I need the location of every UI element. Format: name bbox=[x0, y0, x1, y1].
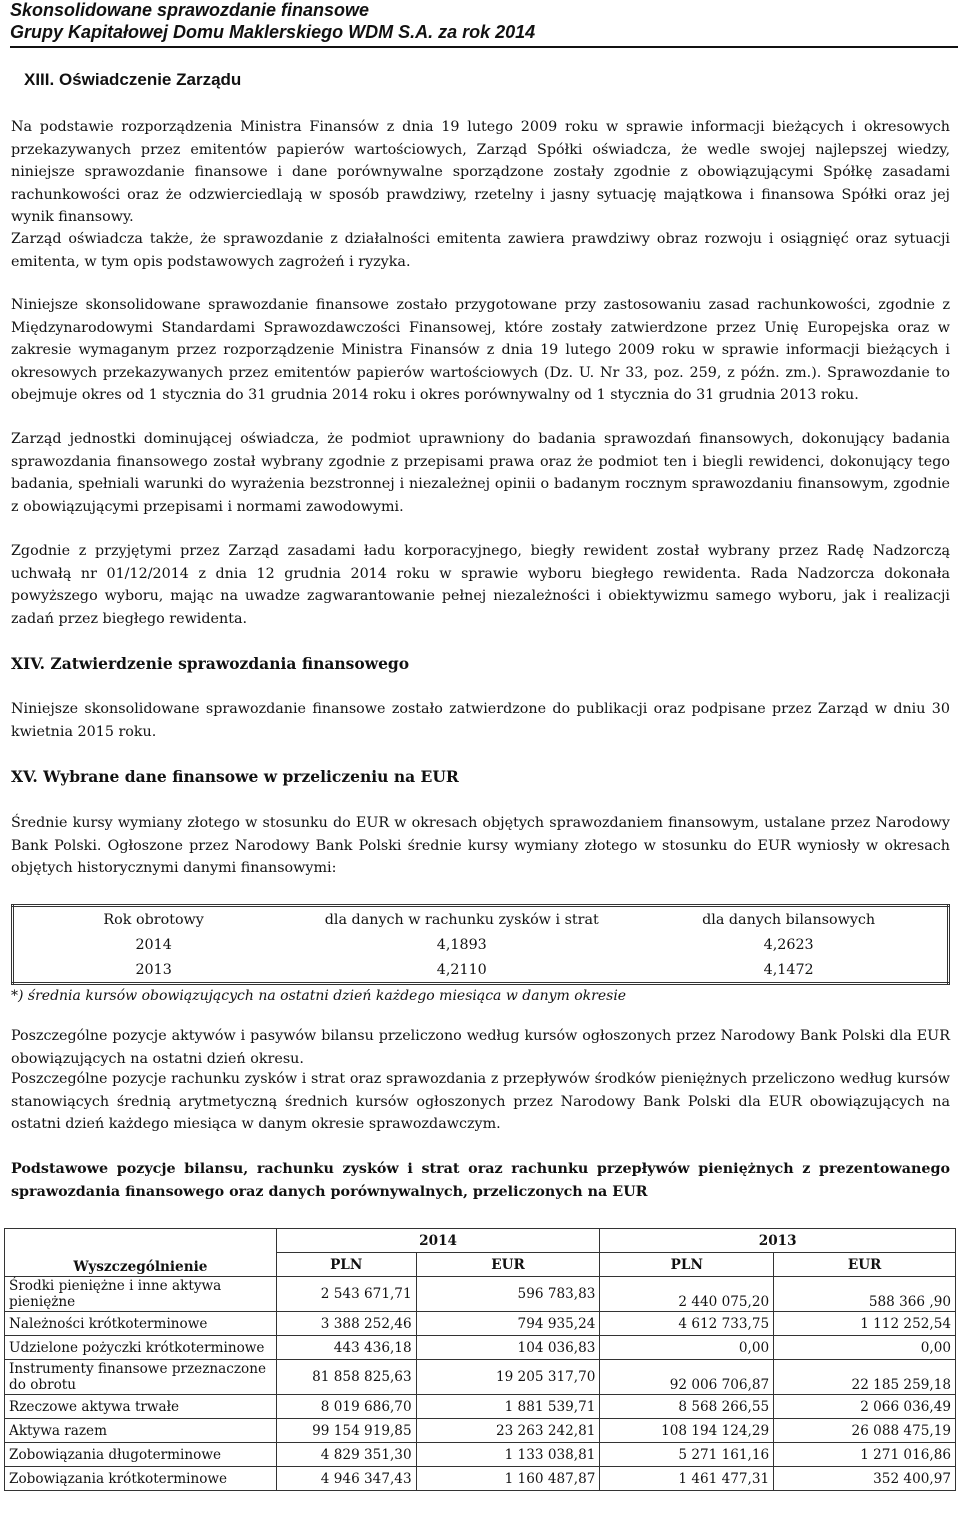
table-cell: 92 006 706,87 bbox=[600, 1360, 774, 1395]
currency-header: EUR bbox=[416, 1253, 600, 1277]
table-cell: 1 112 252,54 bbox=[774, 1312, 956, 1336]
table-cell: 26 088 475,19 bbox=[774, 1419, 956, 1443]
table-cell: 352 400,97 bbox=[774, 1467, 956, 1491]
table-cell: 2013 bbox=[135, 961, 172, 978]
table-cell: 1 133 038,81 bbox=[416, 1443, 600, 1467]
table-row bbox=[13, 957, 949, 984]
table-cell: 1 881 539,71 bbox=[416, 1395, 600, 1419]
row-label: Rzeczowe aktywa trwałe bbox=[5, 1395, 277, 1419]
label-header: Wyszczególnienie bbox=[5, 1229, 277, 1277]
paragraph-text: Średnie kursy wymiany złotego w stosunku do EUR w okresach objętych sprawozdaniem finansowym, ustalane przez Narodowy Bank Polski. Ogłoszone przez Narodowy Bank Polski średnie kursy wymiany złotego w stosunku do EUR wyniosły w okresach objętych historycznymi danymi finansowymi: bbox=[11, 815, 950, 876]
table-cell: 0,00 bbox=[600, 1336, 774, 1360]
year-header: 2013 bbox=[600, 1229, 956, 1253]
table-cell: 4,1893 bbox=[436, 936, 487, 953]
table-cell: 4,2623 bbox=[763, 936, 814, 953]
table-cell: 81 858 825,63 bbox=[276, 1360, 416, 1395]
table-header-row bbox=[13, 906, 949, 933]
table-cell: 588 366 ,90 bbox=[774, 1277, 956, 1312]
table-cell: 4 829 351,30 bbox=[276, 1443, 416, 1467]
section-13-title: XIII. Oświadczenie Zarządu bbox=[24, 70, 242, 89]
table-row bbox=[5, 1336, 956, 1360]
section-14-paragraph bbox=[11, 698, 950, 743]
paragraph-text: Zarząd jednostki dominującej oświadcza, że podmiot uprawniony do badania sprawozdań finansowych, dokonujący badania sprawozdania finansowego został wybrany zgodnie z przepisami prawa oraz że podmiot ten i biegli rewidenci, dokonujący tego badania, spełniali warunki do wyrażenia bezstronnej i niezależnej opinii o badanym rocznym sprawozdaniu finansowym, zgodnie z obowiązującymi przepisami i normami zawodowymi. bbox=[11, 431, 950, 515]
rates-footnote: *) średnia kursów obowiązujących na ostatni dzień każdego miesiąca w danym okresie bbox=[11, 988, 627, 1004]
table-header-cell: dla danych w rachunku zysków i strat bbox=[324, 911, 599, 928]
table-cell: 23 263 242,81 bbox=[416, 1419, 600, 1443]
table-row bbox=[5, 1277, 956, 1312]
table-cell: 108 194 124,29 bbox=[600, 1419, 774, 1443]
table-cell: 22 185 259,18 bbox=[774, 1360, 956, 1395]
table-row bbox=[5, 1443, 956, 1467]
section-14-title: XIV. Zatwierdzenie sprawozdania finansowego bbox=[11, 654, 410, 673]
table-cell: 8 019 686,70 bbox=[276, 1395, 416, 1419]
assets-conversion-paragraph bbox=[11, 1025, 950, 1070]
table-cell: 2014 bbox=[135, 936, 172, 953]
table-row bbox=[13, 932, 949, 957]
table-row bbox=[5, 1360, 956, 1395]
table-header-cell: dla danych bilansowych bbox=[702, 911, 876, 928]
table-cell: 4 946 347,43 bbox=[276, 1467, 416, 1491]
table-cell: 8 568 266,55 bbox=[600, 1395, 774, 1419]
row-label: Zobowiązania długoterminowe bbox=[5, 1443, 277, 1467]
exchange-rates-table bbox=[11, 904, 950, 985]
row-label: Udzielone pożyczki krótkoterminowe bbox=[5, 1336, 277, 1360]
table-cell: 3 388 252,46 bbox=[276, 1312, 416, 1336]
table-header-row bbox=[5, 1229, 956, 1253]
header-rule bbox=[10, 46, 958, 48]
table-cell: 99 154 919,85 bbox=[276, 1419, 416, 1443]
table-cell: 794 935,24 bbox=[416, 1312, 600, 1336]
row-label: Zobowiązania krótkoterminowe bbox=[5, 1467, 277, 1491]
table-cell: 0,00 bbox=[774, 1336, 956, 1360]
paragraph-text: Zgodnie z przyjętymi przez Zarząd zasadami ładu korporacyjnego, biegły rewident został wybrany przez Radę Nadzorczą uchwałą nr 01/12/2014 z dnia 12 grudnia 2014 roku w sprawie wyboru biegłego rewidenta. Rada Nadzorcza dokonała powyższego wyboru, mając na uwadze zagwarantowanie pełnej niezależności i obiektywizmu samego wyboru, jak i realizacji zadań przez biegłego rewidenta. bbox=[11, 543, 950, 627]
table-cell: 104 036,83 bbox=[416, 1336, 600, 1360]
table-header-cell: Rok obrotowy bbox=[103, 911, 204, 928]
section-13-paragraph-1 bbox=[11, 116, 950, 229]
row-label: Należności krótkoterminowe bbox=[5, 1312, 277, 1336]
paragraph-text: Zarząd oświadcza także, że sprawozdanie z działalności emitenta zawiera prawdziwy obraz rozwoju i osiągnięć oraz sytuacji emitenta, w tym opis podstawowych zagrożeń i ryzyka. bbox=[11, 231, 950, 270]
table-row bbox=[5, 1312, 956, 1336]
section-13-paragraph-4 bbox=[11, 428, 950, 518]
table-row bbox=[5, 1419, 956, 1443]
currency-header: PLN bbox=[600, 1253, 774, 1277]
section-13-paragraph-3 bbox=[11, 294, 950, 407]
table-cell: 2 066 036,49 bbox=[774, 1395, 956, 1419]
financial-table-heading bbox=[11, 1158, 950, 1203]
row-label: Instrumenty finansowe przeznaczone do obrotu bbox=[5, 1360, 277, 1395]
paragraph-text: Na podstawie rozporządzenia Ministra Finansów z dnia 19 lutego 2009 roku w sprawie informacji bieżących i okresowych przekazywanych przez emitentów papierów wartościowych, Zarząd Spółki oświadcza, że wedle swojej najlepszej wiedzy, niniejsze sprawozdanie finansowe i dane porównywalne sporządzone zostały zgodnie z obowiązującymi Spółkę zasadami rachunkowości oraz że odzwierciedlają w sposób prawdziwy, rzetelny i jasny sytuację majątkowa i finansowa Spółki oraz jej wynik finansowy. bbox=[11, 119, 950, 225]
table-cell: 1 160 487,87 bbox=[416, 1467, 600, 1491]
year-header: 2014 bbox=[276, 1229, 600, 1253]
table-cell: 1 461 477,31 bbox=[600, 1467, 774, 1491]
financial-data-table bbox=[4, 1228, 956, 1491]
row-label: Środki pieniężne i inne aktywa pieniężne bbox=[5, 1277, 277, 1312]
table-cell: 1 271 016,86 bbox=[774, 1443, 956, 1467]
section-13-paragraph-5 bbox=[11, 540, 950, 630]
header-title-line1: Skonsolidowane sprawozdanie finansowe bbox=[10, 0, 370, 20]
table-cell: 596 783,83 bbox=[416, 1277, 600, 1312]
table-cell: 2 543 671,71 bbox=[276, 1277, 416, 1312]
section-15-title: XV. Wybrane dane finansowe w przeliczeniu na EUR bbox=[11, 767, 459, 786]
section-13-paragraph-2 bbox=[11, 228, 950, 273]
paragraph-text: Poszczególne pozycje aktywów i pasywów bilansu przeliczono według kursów ogłoszonych przez Narodowy Bank Polski dla EUR obowiązujących na ostatni dzień okresu. bbox=[11, 1028, 950, 1067]
table-row bbox=[5, 1467, 956, 1491]
table-cell: 4,2110 bbox=[436, 961, 487, 978]
header-title-line2: Grupy Kapitałowej Domu Maklerskiego WDM S.A. za rok 2014 bbox=[10, 22, 536, 42]
paragraph-text: Niniejsze skonsolidowane sprawozdanie finansowe zostało przygotowane przy zastosowaniu zasad rachunkowości, zgodnie z Międzynarodowymi Standardami Sprawozdawczości Finansowej, które zostały zatwierdzone przez Unię Europejska oraz w zakresie wymaganym przez rozporządzenie Ministra Finansów z dnia 19 lutego 2009 roku w sprawie informacji bieżących i okresowych przekazywanych przez emitentów papierów wartościowych (Dz. U. Nr 33, poz. 259, z późn. zm.). Sprawozdanie to obejmuje okres od 1 stycznia do 31 grudnia 2014 roku i okres porównywalny od 1 stycznia do 31 grudnia 2013 roku. bbox=[11, 297, 950, 403]
table-cell: 2 440 075,20 bbox=[600, 1277, 774, 1312]
table-cell: 4 612 733,75 bbox=[600, 1312, 774, 1336]
table-cell: 19 205 317,70 bbox=[416, 1360, 600, 1395]
table-cell: 443 436,18 bbox=[276, 1336, 416, 1360]
currency-header: EUR bbox=[774, 1253, 956, 1277]
paragraph-text: Podstawowe pozycje bilansu, rachunku zysków i strat oraz rachunku przepływów pieniężnych z prezentowanego sprawozdania finansowego oraz danych porównywalnych, przeliczonych na EUR bbox=[11, 1161, 950, 1200]
table-cell: 5 271 161,16 bbox=[600, 1443, 774, 1467]
running-header bbox=[10, 0, 958, 48]
section-15-intro bbox=[11, 812, 950, 880]
table-row bbox=[5, 1395, 956, 1419]
currency-header: PLN bbox=[276, 1253, 416, 1277]
table-cell: 4,1472 bbox=[763, 961, 814, 978]
paragraph-text: Niniejsze skonsolidowane sprawozdanie finansowe zostało zatwierdzone do publikacji oraz podpisane przez Zarząd w dniu 30 kwietnia 2015 roku. bbox=[11, 701, 950, 740]
row-label: Aktywa razem bbox=[5, 1419, 277, 1443]
pl-conversion-paragraph bbox=[11, 1068, 950, 1136]
paragraph-text: Poszczególne pozycje rachunku zysków i strat oraz sprawozdania z przepływów środków pieniężnych przeliczono według kursów stanowiących średnią arytmetyczną średnich kursów ogłoszonych przez Narodowy Bank Polski dla EUR obowiązujących na ostatni dzień każdego miesiąca w danym okresie sprawozdawczym. bbox=[11, 1071, 950, 1132]
